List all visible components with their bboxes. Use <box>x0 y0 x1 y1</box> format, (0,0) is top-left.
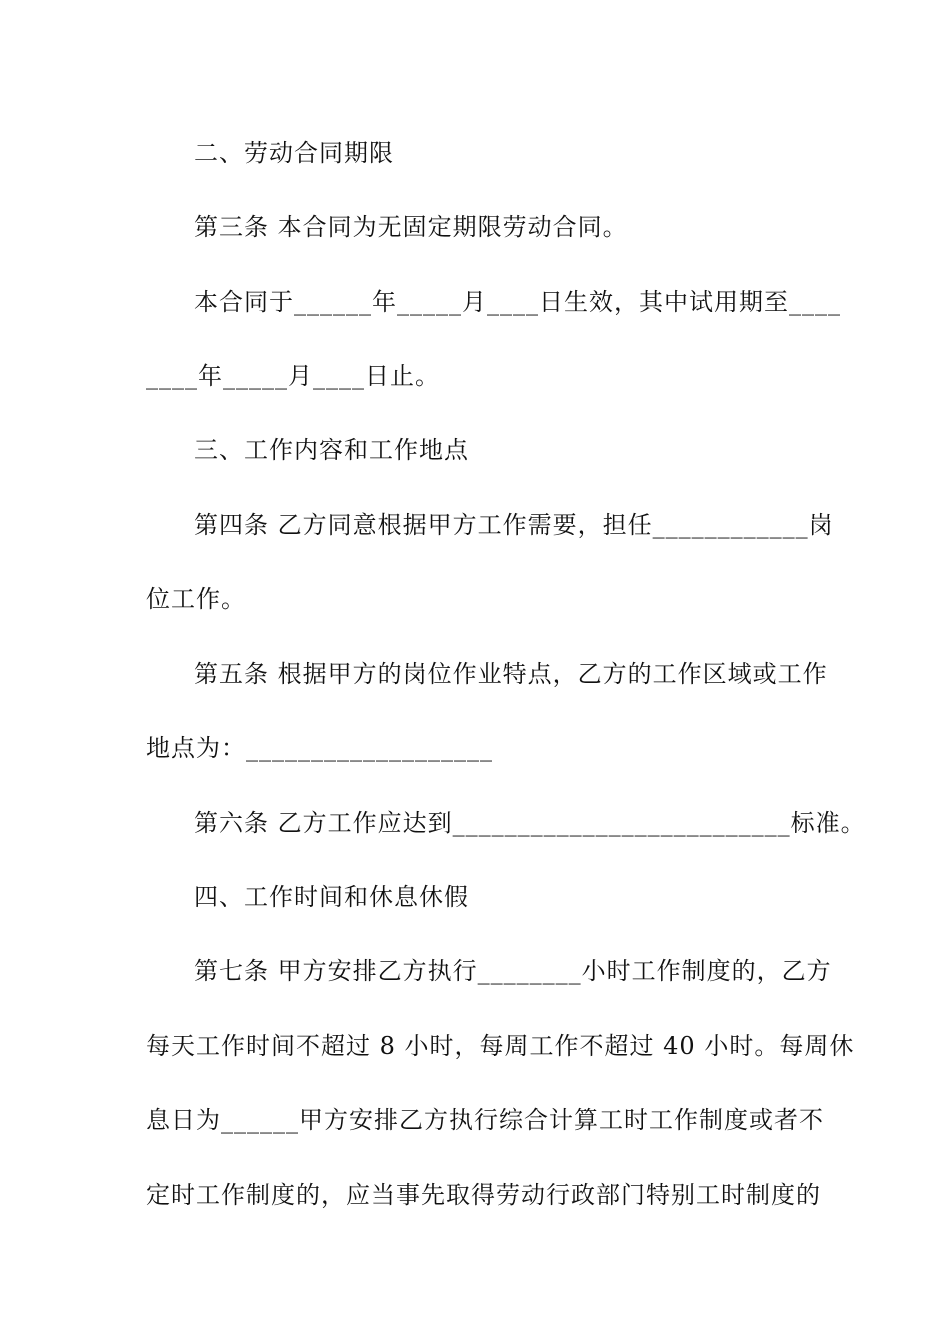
article-7-line-2: 每天工作时间不超过 8 小时，每周工作不超过 40 小时。每周休 <box>146 1032 855 1060</box>
section-heading-work-content: 三、工作内容和工作地点 <box>194 436 469 464</box>
probation-end-line: ____年_____月____日止。 <box>146 362 440 390</box>
section-heading-work-hours: 四、工作时间和休息休假 <box>194 883 469 911</box>
article-4: 第四条 乙方同意根据甲方工作需要，担任____________岗 <box>194 511 834 539</box>
article-5: 第五条 根据甲方的岗位作业特点，乙方的工作区域或工作 <box>194 660 828 688</box>
article-6: 第六条 乙方工作应达到__________________________标准。 <box>194 809 866 837</box>
article-7-line-3: 息日为______甲方安排乙方执行综合计算工时工作制度或者不 <box>146 1106 824 1134</box>
section-heading-contract-term: 二、劳动合同期限 <box>194 139 394 167</box>
article-4-continuation: 位工作。 <box>146 585 246 613</box>
article-5-continuation: 地点为：___________________ <box>146 734 493 762</box>
article-3: 第三条 本合同为无固定期限劳动合同。 <box>194 213 628 241</box>
article-7: 第七条 甲方安排乙方执行________小时工作制度的，乙方 <box>194 957 832 985</box>
effective-date-line: 本合同于______年_____月____日生效，其中试用期至____ <box>194 288 841 316</box>
article-7-line-4: 定时工作制度的，应当事先取得劳动行政部门特别工时制度的 <box>146 1181 821 1209</box>
